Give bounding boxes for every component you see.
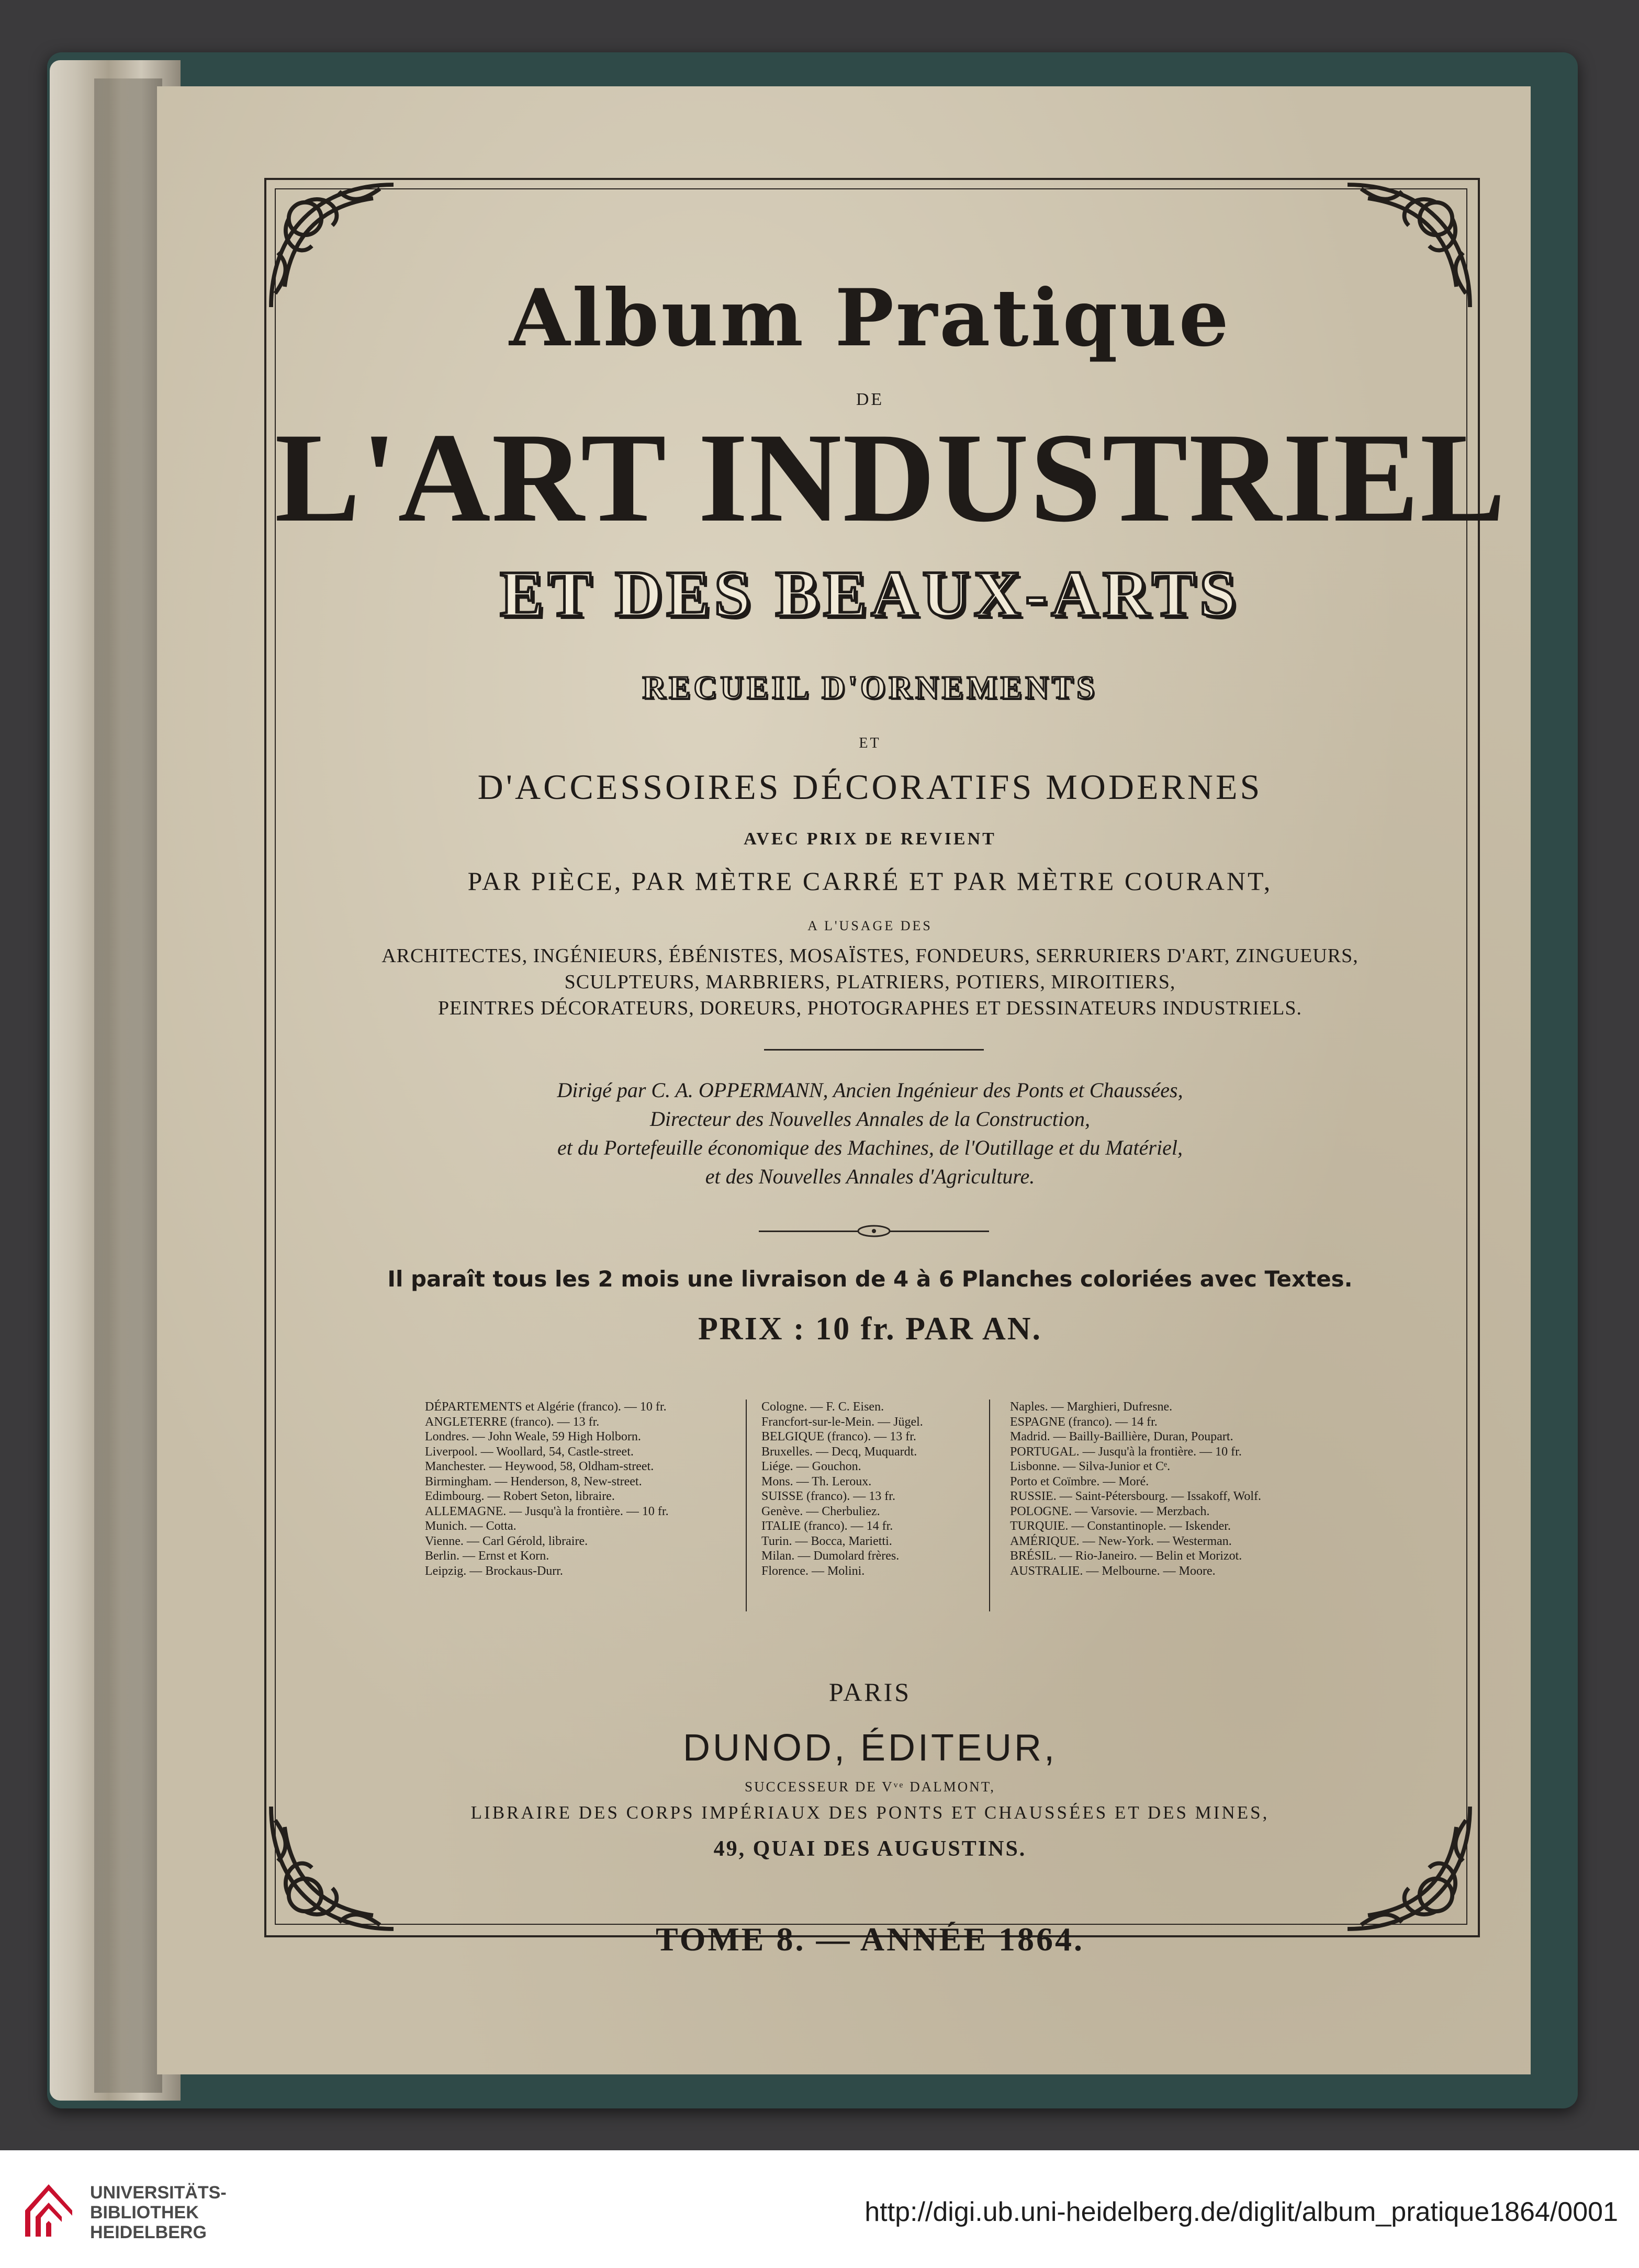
- agent-entry: Cologne. — F. C. Eisen.: [761, 1400, 884, 1414]
- library-logo-icon[interactable]: [20, 2174, 77, 2242]
- agent-entry: Naples. — Marghieri, Dufresne.: [1010, 1400, 1173, 1414]
- agent-entry: Milan. — Dumolard frères.: [761, 1549, 900, 1563]
- accessoires-heading: D'ACCESSOIRES DÉCORATIFS MODERNES: [477, 767, 1263, 807]
- column-separator: [746, 1400, 747, 1611]
- director-line: Directeur des Nouvelles Annales de la Construction,: [650, 1107, 1090, 1131]
- main-title: L'ART INDUSTRIEL: [275, 407, 1507, 548]
- usage-line: A L'USAGE DES: [807, 918, 933, 933]
- agent-entry: Genève. — Cherbuliez.: [761, 1504, 880, 1518]
- agent-entry: AUSTRALIE. — Melbourne. — Moore.: [1010, 1564, 1216, 1578]
- director-line: et des Nouvelles Annales d'Agriculture.: [705, 1165, 1035, 1188]
- agent-entry: Bruxelles. — Decq, Muquardt.: [761, 1445, 917, 1459]
- agent-entry: Munich. — Cotta.: [425, 1519, 517, 1533]
- par-piece-line: PAR PIÈCE, PAR MÈTRE CARRÉ ET PAR MÈTRE COURANT,: [467, 866, 1273, 896]
- conjunction-et: ET: [859, 735, 881, 751]
- agent-entry: POLOGNE. — Varsovie. — Merzbach.: [1010, 1504, 1210, 1518]
- agent-entry: Leipzig. — Brockaus-Durr.: [425, 1564, 563, 1578]
- price-line: PRIX : 10 fr. PAR AN.: [698, 1311, 1042, 1347]
- agent-entry: DÉPARTEMENTS et Algérie (franco). — 10 fr.: [425, 1400, 667, 1414]
- agent-entry: Turin. — Bocca, Marietti.: [761, 1534, 892, 1548]
- agent-entry: SUISSE (franco). — 13 fr.: [761, 1490, 895, 1503]
- publisher-address: 49, QUAI DES AUGUSTINS.: [713, 1837, 1027, 1861]
- agent-entry: Francfort-sur-le-Mein. — Jügel.: [761, 1415, 923, 1429]
- bookseller-line: LIBRAIRE DES CORPS IMPÉRIAUX DES PONTS ET CHAUSSÉES ET DES MINES,: [470, 1802, 1270, 1823]
- agents-column-3: [1010, 1400, 1355, 1578]
- agent-entry: ANGLETERRE (franco). — 13 fr.: [425, 1415, 600, 1429]
- agent-entry: Porto et Coïmbre. — Moré.: [1010, 1474, 1149, 1488]
- avec-prix-line: AVEC PRIX DE REVIENT: [744, 829, 996, 849]
- agent-entry: Vienne. — Carl Gérold, libraire.: [425, 1534, 588, 1548]
- recueil-heading: RECUEIL D'ORNEMENTS: [642, 670, 1098, 706]
- publisher-name: DUNOD, ÉDITEUR,: [682, 1727, 1058, 1769]
- preposition-de: DE: [856, 390, 884, 409]
- agent-entry: BRÉSIL. — Rio-Janeiro. — Belin et Morizot.: [1010, 1549, 1242, 1563]
- agent-entry: BELGIQUE (franco). — 13 fr.: [761, 1430, 916, 1443]
- column-separator: [989, 1400, 990, 1611]
- professions-line: SCULPTEURS, MARBRIERS, PLATRIERS, POTIERS, MIROITIERS,: [564, 971, 1176, 993]
- professions-line: ARCHITECTES, INGÉNIEURS, ÉBÉNISTES, MOSAÏSTES, FONDEURS, SERRURIERS D'ART, ZINGUEURS,: [381, 945, 1359, 967]
- agent-entry: Birmingham. — Henderson, 8, New-street.: [425, 1474, 642, 1488]
- agent-entry: Berlin. — Ernst et Korn.: [425, 1549, 549, 1563]
- publication-frequency: Il paraît tous les 2 mois une livraison de 4 à 6 Planches coloriées avec Textes.: [387, 1266, 1353, 1292]
- viewer-footer: [0, 2150, 1639, 2268]
- library-name-line: UNIVERSITÄTS-: [90, 2183, 227, 2203]
- agent-entry: PORTUGAL. — Jusqu'à la frontière. — 10 fr.: [1010, 1445, 1242, 1459]
- agent-entry: Lisbonne. — Silva-Junior et Cᵉ.: [1010, 1460, 1171, 1473]
- agent-entry: Manchester. — Heywood, 58, Oldham-street.: [425, 1460, 654, 1473]
- agent-entry: TURQUIE. — Constantinople. — Iskender.: [1010, 1519, 1231, 1533]
- director-line: Dirigé par C. A. OPPERMANN, Ancien Ingénieur des Ponts et Chaussées,: [557, 1078, 1183, 1102]
- director-line: et du Portefeuille économique des Machines, de l'Outillage et du Matériel,: [557, 1136, 1183, 1159]
- permalink-url[interactable]: http://digi.ub.uni-heidelberg.de/diglit/album_pratique1864/0001: [865, 2197, 1618, 2227]
- agent-entry: ESPAGNE (franco). — 14 fr.: [1010, 1415, 1158, 1429]
- divider-rule: [764, 1049, 984, 1051]
- professions-line: PEINTRES DÉCORATEURS, DOREURS, PHOTOGRAPHES ET DESSINATEURS INDUSTRIELS.: [438, 997, 1302, 1019]
- sub-title: ET DES BEAUX-ARTS: [500, 558, 1240, 630]
- library-name-line: HEIDELBERG: [90, 2222, 207, 2242]
- agent-entry: RUSSIE. — Saint-Pétersbourg. — Issakoff, Wolf.: [1010, 1490, 1262, 1503]
- agent-entry: Londres. — John Weale, 59 High Holborn.: [425, 1430, 641, 1443]
- city-paris: PARIS: [828, 1677, 912, 1707]
- agent-entry: ALLEMAGNE. — Jusqu'à la frontière. — 10 fr.: [425, 1504, 669, 1518]
- agent-entry: Edimbourg. — Robert Seton, libraire.: [425, 1490, 615, 1503]
- agents-column-2: [761, 1400, 981, 1578]
- agent-entry: ITALIE (franco). — 14 fr.: [761, 1519, 893, 1533]
- agent-entry: Mons. — Th. Leroux.: [761, 1474, 872, 1488]
- spine-tape: [94, 78, 162, 2093]
- agent-entry: AMÉRIQUE. — New-York. — Westerman.: [1010, 1534, 1232, 1548]
- agents-column-1: [425, 1400, 739, 1578]
- library-name: [90, 2183, 227, 2242]
- divider-ornament-icon: [853, 1223, 895, 1239]
- library-name-line: BIBLIOTHEK: [90, 2203, 199, 2222]
- agent-entry: Liverpool. — Woollard, 54, Castle-street.: [425, 1445, 634, 1459]
- volume-year: TOME 8. — ANNÉE 1864.: [656, 1921, 1084, 1958]
- agent-entry: Madrid. — Bailly-Baillière, Duran, Poupart.: [1010, 1430, 1233, 1443]
- successor-line: SUCCESSEUR DE Vᵛᵉ DALMONT,: [745, 1779, 995, 1795]
- agent-entry: Florence. — Molini.: [761, 1564, 865, 1578]
- album-title: Album Pratique: [509, 272, 1231, 364]
- agent-entry: Liége. — Gouchon.: [761, 1460, 861, 1473]
